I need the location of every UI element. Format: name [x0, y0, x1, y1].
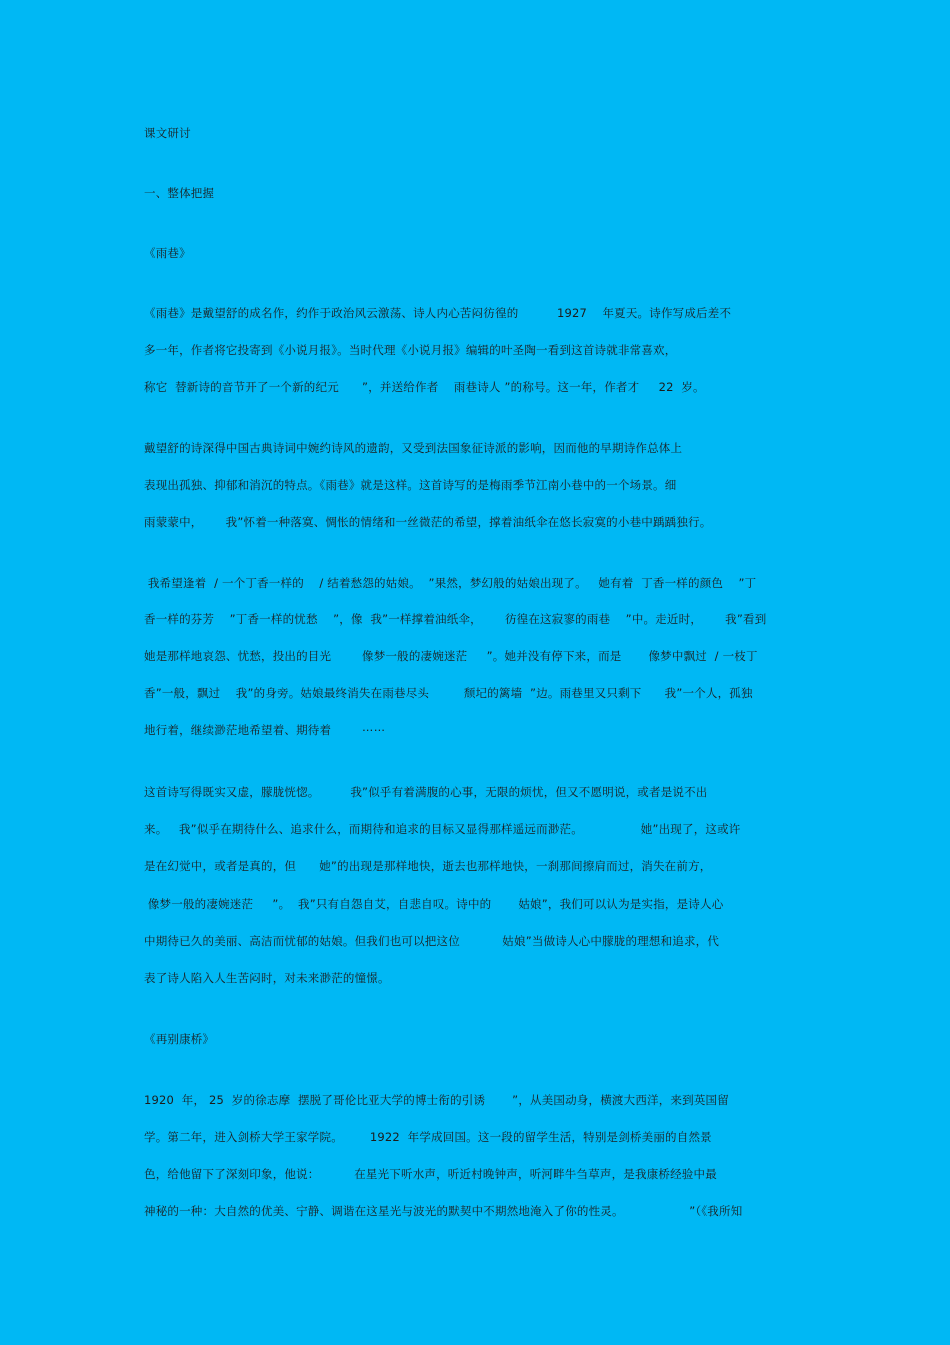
paragraph-line: 神秘的一种：大自然的优美、宁静、调谐在这星光与波光的默契中不期然地淹入了你的性灵。 ”（《我所知 [144, 1204, 743, 1218]
paragraph-line: 像梦一般的凄婉迷茫 ”。 我”只有自怨自艾，自悲自叹。诗中的 姑娘”，我们可以认为是实指，是诗人心 [144, 897, 724, 911]
section-heading: 课文研讨 [144, 126, 191, 140]
paragraph-line: 《雨巷》是戴望舒的成名作，约作于政治风云激荡、诗人内心苦闷彷徨的 1927 年夏天。诗作写成后差不 [144, 306, 732, 320]
paragraph-line: 这首诗写得既实又虚，朦胧恍惚。 我”似乎有着满腹的心事，无限的烦忧，但又不愿明说，或者是说不出 [144, 785, 708, 799]
subsection-heading: 一、整体把握 [144, 186, 215, 200]
paragraph-line: 中期待已久的美丽、高洁而忧郁的姑娘。但我们也可以把这位 姑娘”当做诗人心中朦胧的理想和追求，代 [144, 934, 720, 948]
paragraph-line: 是在幻觉中，或者是真的，但 她”的出现是那样地快，逝去也那样地快，一刹那间擦肩而过，消失在前方， [144, 859, 712, 873]
paragraph-line: 我希望逢着 / 一个丁香一样的 / 结着愁怨的姑娘。 ”果然，梦幻般的姑娘出现了。 她有着 丁香一样的颜色 ”丁 [144, 576, 757, 590]
paragraph-line: 多一年，作者将它投寄到《小说月报》。当时代理《小说月报》编辑的叶圣陶一看到这首诗就非常喜欢， [144, 343, 677, 357]
paragraph-line: 称它 替新诗的音节开了一个新的纪元 ”，并送给作者 雨巷诗人 ”的称号。这一年，作者才 22 岁。 [144, 380, 705, 394]
paragraph-line: 香一样的芬芳 ”丁香一样的忧愁 ”，像 我”一样撑着油纸伞， 彷徨在这寂寥的雨巷 ”中。走近时， 我”看到 [144, 612, 767, 626]
paragraph-line: 表现出孤独、抑郁和消沉的特点。《雨巷》就是这样。这首诗写的是梅雨季节江南小巷中的一个场景。细 [144, 478, 677, 492]
paragraph-line: 她是那样地哀怨、忧愁，投出的目光 像梦一般的凄婉迷茫 ”。她并没有停下来，而是 像梦中飘过 / 一枝丁 [144, 649, 758, 663]
paragraph-line: 1920 年， 25 岁的徐志摩 摆脱了哥伦比亚大学的博士衔的引诱 ”，从美国动身，横渡大西洋，来到英国留 [144, 1093, 729, 1107]
poem-title-yuxiang: 《雨巷》 [144, 246, 191, 260]
paragraph-line: 戴望舒的诗深得中国古典诗词中婉约诗风的遗韵，又受到法国象征诗派的影响，因而他的早期诗作总体上 [144, 441, 683, 455]
paragraph-line: 地行着，继续渺茫地希望着、期待着 ⋯⋯ [144, 723, 386, 737]
paragraph-line: 色，给他留下了深刻印象，他说： 在星光下听水声，听近村晚钟声，听河畔牛刍草声，是我康桥经验中最 [144, 1167, 717, 1181]
poem-title-zaibie-kangqiao: 《再别康桥》 [144, 1032, 215, 1046]
paragraph-line: 来。 我”似乎在期待什么、追求什么，而期待和追求的目标又显得那样遥远而渺茫。 她”出现了，这或许 [144, 822, 741, 836]
paragraph-line: 表了诗人陷入人生苦闷时，对未来渺茫的憧憬。 [144, 971, 390, 985]
paragraph-line: 香”一般，飘过 我”的身旁。姑娘最终消失在雨巷尽头 颓圮的篱墙 ”边。雨巷里又只剩下 我”一个人，孤独 [144, 686, 753, 700]
paragraph-line: 雨蒙蒙中， 我”怀着一种落寞、惆怅的情绪和一丝微茫的希望，撑着油纸伞在悠长寂寞的小巷中踽踽独行。 [144, 515, 712, 529]
paragraph-line: 学。第二年，进入剑桥大学王家学院。 1922 年学成回国。这一段的留学生活，特别是剑桥美丽的自然景 [144, 1130, 712, 1144]
